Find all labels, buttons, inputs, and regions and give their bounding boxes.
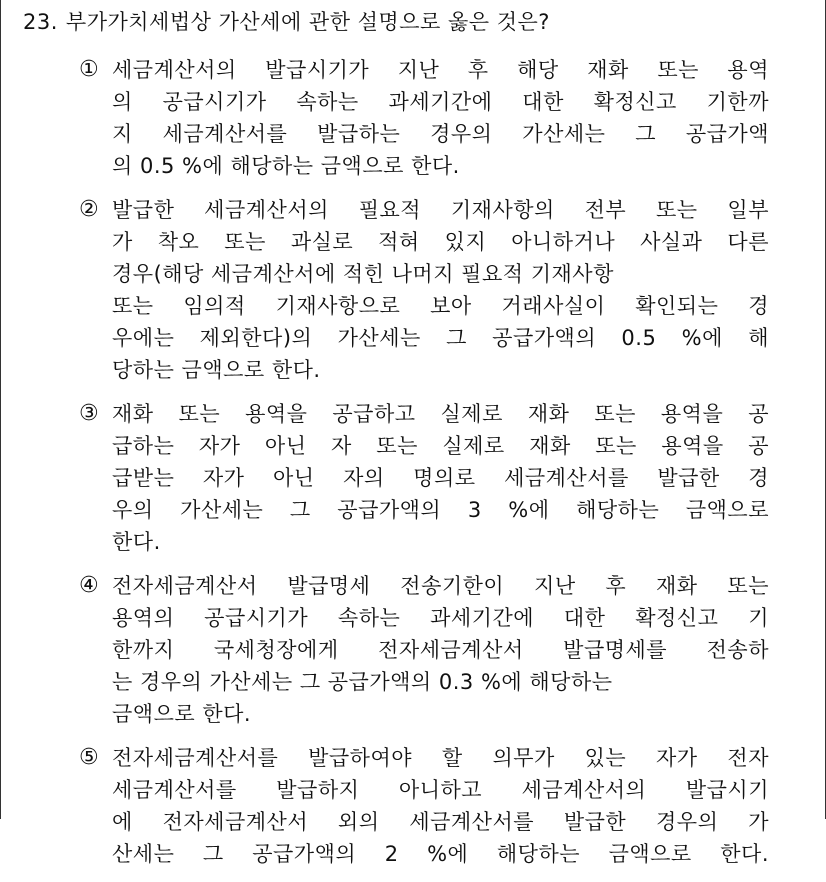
option-2-line: 우에는 제외한다)의 가산세는 그 공급가액의 0.5 %에 해: [112, 326, 769, 350]
option-2[interactable]: [79, 194, 769, 386]
question-stem: [23, 6, 550, 38]
option-5-line: 전자세금계산서를 발급하여야 할 의무가 있는 자가 전자: [112, 746, 769, 770]
option-5-line: 산세는 그 공급가액의 2 %에 해당하는 금액으로 한다.: [112, 842, 769, 866]
option-3[interactable]: [79, 398, 769, 558]
option-5-marker: ⑤: [79, 745, 99, 770]
option-2-line: 가 착오 또는 과실로 적혀 있지 아니하거나 사실과 다른: [112, 230, 769, 254]
option-1[interactable]: [79, 54, 769, 182]
option-4-line: 전자세금계산서 발급명세 전송기한이 지난 후 재화 또는: [112, 574, 769, 598]
option-5-line: 에 전자세금계산서 외의 세금계산서를 발급한 경우의 가: [112, 810, 769, 834]
option-2-line: 당하는 금액으로 한다.: [112, 358, 321, 382]
option-4[interactable]: [79, 570, 769, 730]
option-1-marker: ①: [79, 57, 99, 82]
option-5[interactable]: [79, 742, 769, 870]
option-1-line: 의 공급시기가 속하는 과세기간에 대한 확정신고 기한까: [112, 90, 769, 114]
answer-options: [79, 54, 769, 882]
option-4-line: 용역의 공급시기가 속하는 과세기간에 대한 확정신고 기: [112, 606, 769, 630]
option-4-line: 는 경우의 가산세는 그 공급가액의 0.3 %에 해당하는: [112, 670, 613, 694]
option-2-marker: ②: [79, 197, 99, 222]
option-5-line: 세금계산서를 발급하지 아니하고 세금계산서의 발급시기: [112, 778, 769, 802]
option-2-line: 경우(해당 세금계산서에 적힌 나머지 필요적 기재사항: [112, 262, 614, 286]
option-3-line: 재화 또는 용역을 공급하고 실제로 재화 또는 용역을 공: [112, 402, 769, 426]
option-4-marker: ④: [79, 573, 99, 598]
question-number: 23.: [23, 10, 58, 34]
option-3-line: 급하는 자가 아닌 자 또는 실제로 재화 또는 용역을 공: [112, 434, 769, 458]
option-2-line: 또는 임의적 기재사항으로 보아 거래사실이 확인되는 경: [112, 294, 769, 318]
option-3-line: 우의 가산세는 그 공급가액의 3 %에 해당하는 금액으로: [112, 498, 769, 522]
option-4-line: 금액으로 한다.: [112, 702, 252, 726]
option-4-line: 한까지 국세청장에게 전자세금계산서 발급명세를 전송하: [112, 638, 769, 662]
option-3-marker: ③: [79, 401, 99, 426]
option-3-line: 한다.: [112, 530, 161, 554]
question-text: 부가가치세법상 가산세에 관한 설명으로 옳은 것은?: [65, 10, 550, 34]
option-1-line: 지 세금계산서를 발급하는 경우의 가산세는 그 공급가액: [112, 122, 769, 146]
option-1-line: 세금계산서의 발급시기가 지난 후 해당 재화 또는 용역: [112, 58, 769, 82]
option-2-line: 발급한 세금계산서의 필요적 기재사항의 전부 또는 일부: [112, 198, 769, 222]
option-3-line: 급받는 자가 아닌 자의 명의로 세금계산서를 발급한 경: [112, 466, 769, 490]
option-1-line: 의 0.5 %에 해당하는 금액으로 한다.: [112, 154, 460, 178]
